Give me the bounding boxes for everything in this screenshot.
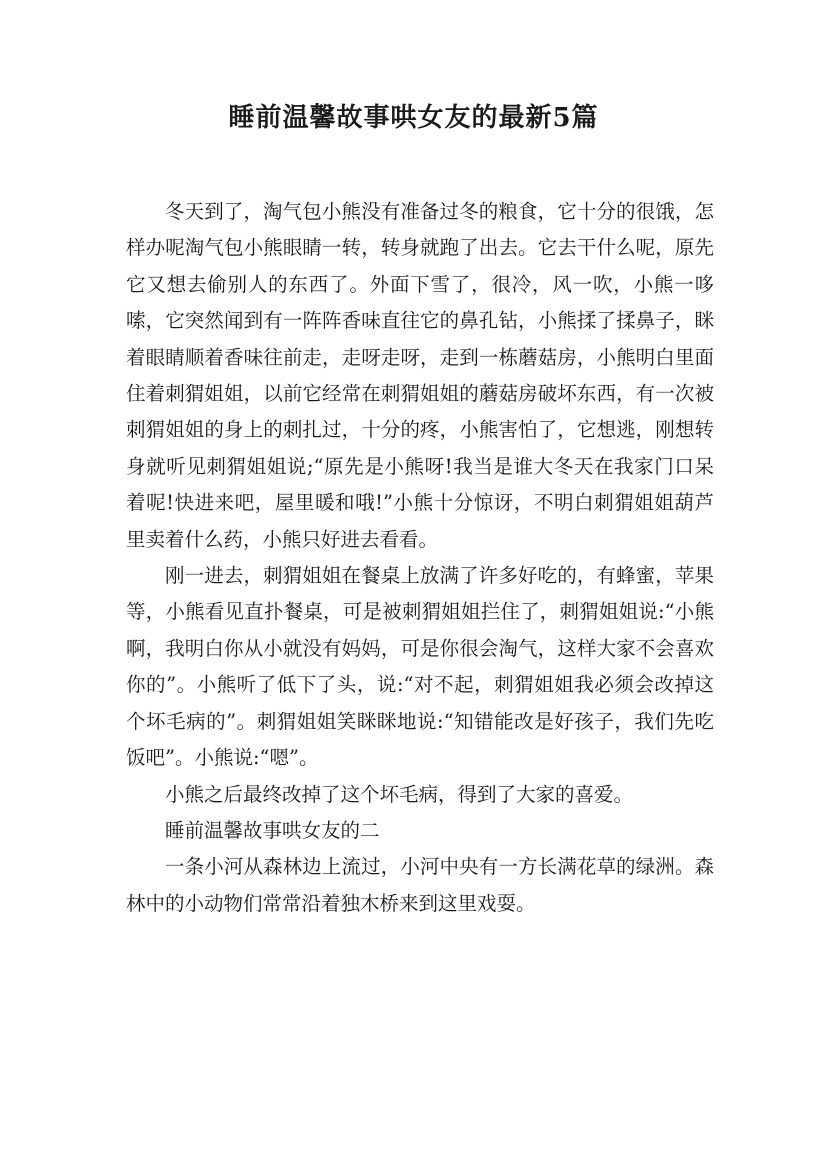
- paragraph: 刚一进去，刺猬姐姐在餐桌上放满了许多好吃的，有蜂蜜，苹果等，小熊看见直扑餐桌，可是被刺猬姐姐拦住了，刺猬姐姐说:“小熊啊，我明白你从小就没有妈妈，可是你很会淘气，这样大家不会喜欢你的”。小熊听了低下了头，说:“对不起，刺猬姐姐我必须会改掉这个坏毛病的”。刺猬姐姐笑眯眯地说:“知错能改是好孩子，我们先吃饭吧”。小熊说:“嗯”。: [126, 564, 714, 770]
- paragraph: 一条小河从森林边上流过，小河中央有一方长满花草的绿洲。森林中的小动物们常常沿着独木桥来到这里戏耍。: [126, 855, 714, 915]
- document-title: 睡前温馨故事哄女友的最新5篇: [228, 103, 599, 133]
- section-heading: 睡前温馨故事哄女友的二: [165, 818, 380, 842]
- paragraph: 冬天到了，淘气包小熊没有准备过冬的粮食，它十分的很饿，怎样办呢淘气包小熊眼睛一转，转身就跑了出去。它去干什么呢，原先它又想去偷别人的东西了。外面下雪了，很冷，风一吹，小熊一哆嗦，它突然闻到有一阵阵香味直往它的鼻孔钻，小熊揉了揉鼻子，眯着眼睛顺着香味往前走，走呀走呀，走到一栋蘑菇房，小熊明白里面住着刺猬姐姐，以前它经常在刺猬姐姐的蘑菇房破坏东西，有一次被刺猬姐姐的身上的刺扎过，十分的疼，小熊害怕了，它想逃，刚想转身就听见刺猬姐姐说;“原先是小熊呀!我当是谁大冬天在我家门口呆着呢!快进来吧，屋里暖和哦!”小熊十分惊讶，不明白刺猬姐姐葫芦里卖着什么药，小熊只好进去看看。: [126, 200, 714, 551]
- paragraph: 小熊之后最终改掉了这个坏毛病，得到了大家的喜爱。: [165, 782, 634, 806]
- document-body: [126, 194, 714, 922]
